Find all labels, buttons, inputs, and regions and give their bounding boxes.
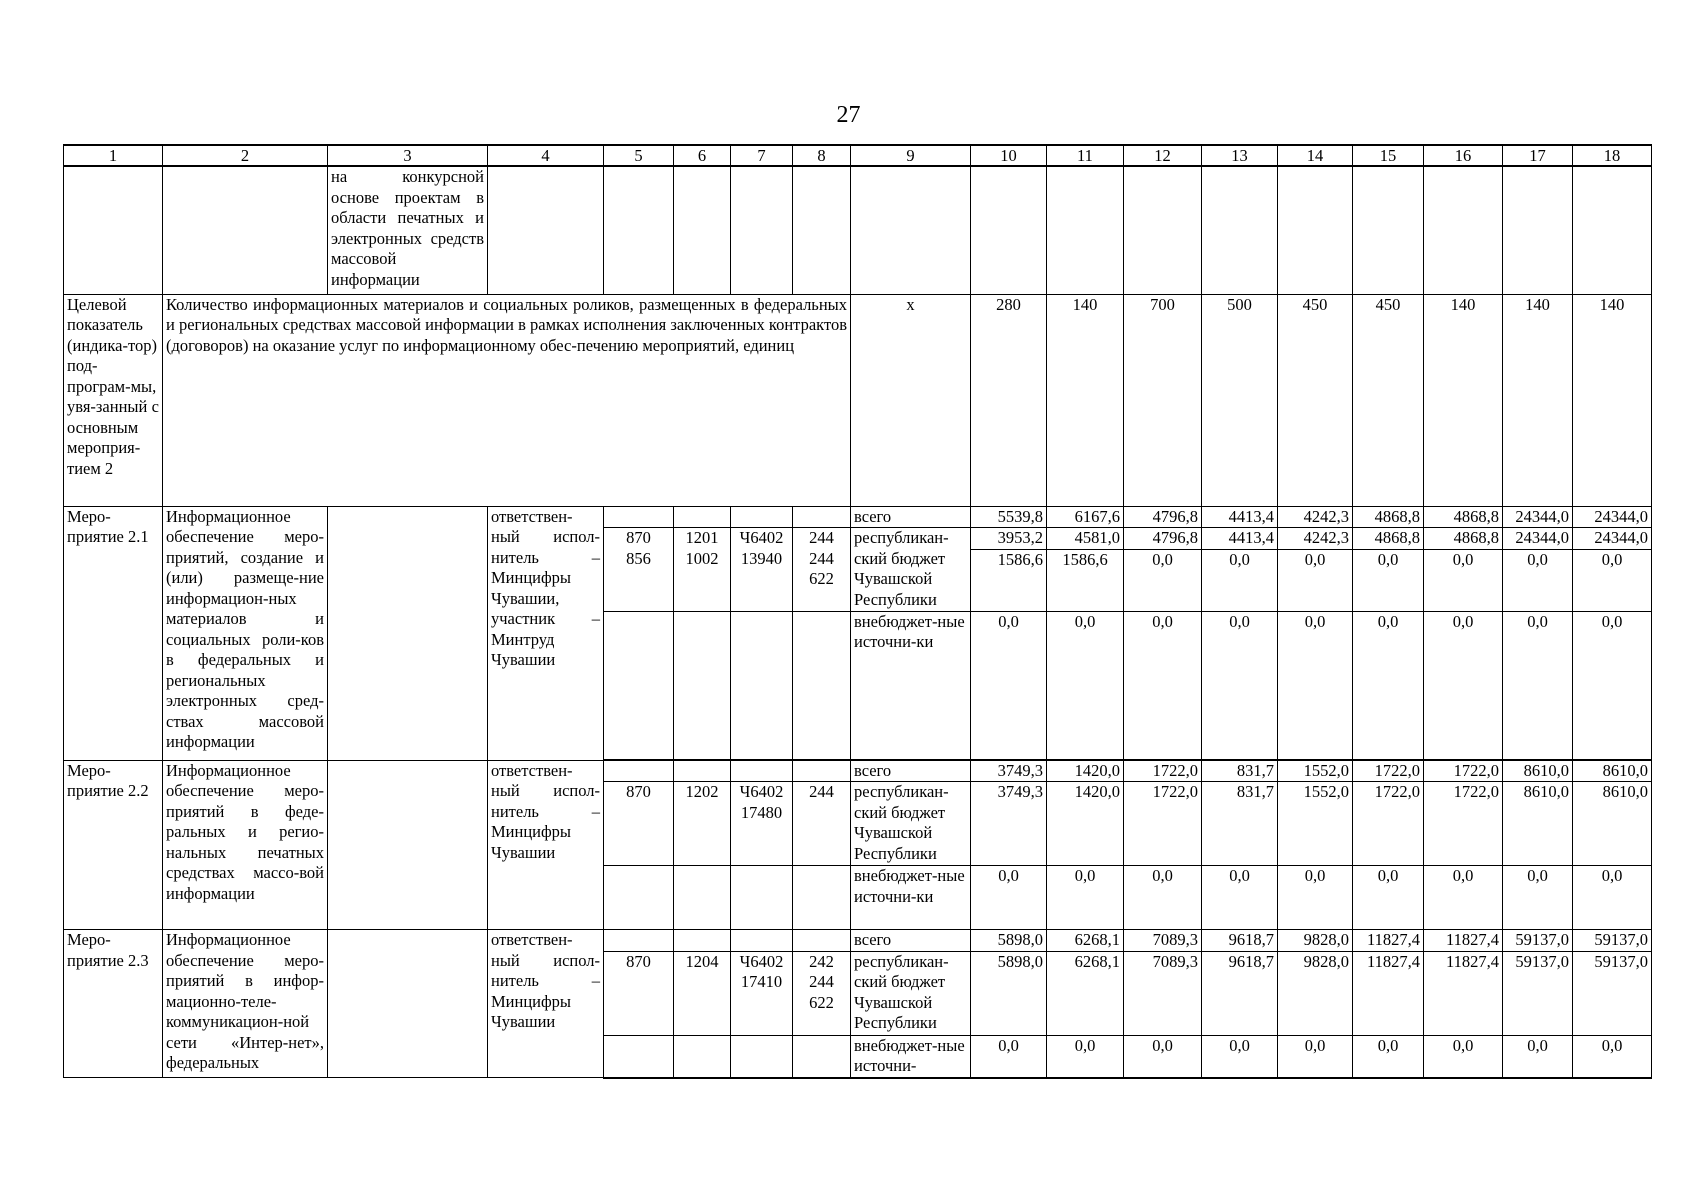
m22-republic-value: 1420,0 bbox=[1047, 782, 1124, 866]
target-value: 140 bbox=[1573, 294, 1652, 506]
column-number-9: 9 bbox=[851, 145, 971, 166]
m21-total-value: 4868,8 bbox=[1353, 506, 1424, 528]
m23-extra-value: 0,0 bbox=[1047, 1035, 1124, 1078]
m22-col5: 870 bbox=[604, 782, 674, 866]
m23-total-value: 9828,0 bbox=[1278, 930, 1353, 952]
m21-source-total: всего bbox=[851, 506, 971, 528]
empty-cell bbox=[674, 760, 731, 782]
empty-cell bbox=[674, 930, 731, 952]
m23-extra-value: 0,0 bbox=[1503, 1035, 1573, 1078]
empty-cell bbox=[604, 760, 674, 782]
m21-republic-value: 4242,3 bbox=[1278, 528, 1353, 550]
m21-republic-value: 4581,0 bbox=[1047, 528, 1124, 550]
m22-total-value: 831,7 bbox=[1202, 760, 1278, 782]
m23-total-row bbox=[64, 930, 1652, 952]
m23-total-value: 11827,4 bbox=[1424, 930, 1503, 952]
m22-total-value: 8610,0 bbox=[1503, 760, 1573, 782]
m21-total-value: 4413,4 bbox=[1202, 506, 1278, 528]
target-value: 140 bbox=[1424, 294, 1503, 506]
m21-extra-value: 0,0 bbox=[1278, 611, 1353, 759]
column-number-6: 6 bbox=[674, 145, 731, 166]
column-number-2: 2 bbox=[163, 145, 328, 166]
target-value: 700 bbox=[1124, 294, 1202, 506]
empty-cell bbox=[1047, 166, 1124, 294]
m22-col7: Ч6402 17480 bbox=[731, 782, 793, 866]
target-value: 140 bbox=[1503, 294, 1573, 506]
m22-source-republic: республикан-ский бюджет Чувашской Республики bbox=[851, 782, 971, 866]
target-value: 140 bbox=[1047, 294, 1124, 506]
empty-cell bbox=[793, 611, 851, 759]
m22-extra-value: 0,0 bbox=[1047, 866, 1124, 930]
m22-total-value: 1722,0 bbox=[1124, 760, 1202, 782]
m23-total-value: 59137,0 bbox=[1503, 930, 1573, 952]
empty-cell bbox=[674, 611, 731, 759]
m21-republic-value: 3953,2 bbox=[971, 528, 1047, 550]
empty-cell bbox=[1353, 166, 1424, 294]
m22-extra-value: 0,0 bbox=[971, 866, 1047, 930]
column-number-11: 11 bbox=[1047, 145, 1124, 166]
m21-source-republic: республикан-ский бюджет Чувашской Республики bbox=[851, 528, 971, 612]
m21-republic-value: 4868,8 bbox=[1353, 528, 1424, 550]
column-number-14: 14 bbox=[1278, 145, 1353, 166]
header-row bbox=[64, 145, 1652, 166]
empty-cell bbox=[1503, 166, 1573, 294]
m21-extra-value: 0,0 bbox=[971, 611, 1047, 759]
m23-extra-value: 0,0 bbox=[1202, 1035, 1278, 1078]
m23-extra-value: 0,0 bbox=[971, 1035, 1047, 1078]
m21-republic-value: 0,0 bbox=[1424, 549, 1503, 611]
m22-total-value: 8610,0 bbox=[1573, 760, 1652, 782]
cont-cell-1 bbox=[64, 166, 163, 294]
m22-extra-value: 0,0 bbox=[1353, 866, 1424, 930]
column-number-5: 5 bbox=[604, 145, 674, 166]
m21-republic-value: 0,0 bbox=[1503, 549, 1573, 611]
empty-cell bbox=[674, 506, 731, 528]
empty-cell bbox=[604, 611, 674, 759]
empty-cell bbox=[674, 866, 731, 930]
m21-col5: 870 856 bbox=[604, 528, 674, 612]
column-number-16: 16 bbox=[1424, 145, 1503, 166]
m23-republic-value: 9618,7 bbox=[1202, 951, 1278, 1035]
column-number-10: 10 bbox=[971, 145, 1047, 166]
m21-republic-value: 0,0 bbox=[1124, 549, 1202, 611]
m23-total-value: 9618,7 bbox=[1202, 930, 1278, 952]
column-number-4: 4 bbox=[488, 145, 604, 166]
m23-col5: 870 bbox=[604, 951, 674, 1035]
m22-extra-value: 0,0 bbox=[1573, 866, 1652, 930]
column-number-1: 1 bbox=[64, 145, 163, 166]
m22-republic-value: 831,7 bbox=[1202, 782, 1278, 866]
m23-total-value: 11827,4 bbox=[1353, 930, 1424, 952]
m21-executor: ответствен-ный испол-нитель – Минцифры Чувашии, участник – Минтруд Чувашии bbox=[488, 506, 604, 760]
m21-republic-value: 0,0 bbox=[1353, 549, 1424, 611]
empty-cell bbox=[731, 166, 793, 294]
m22-source-extra: внебюджет-ные источни-ки bbox=[851, 866, 971, 930]
m22-col6: 1202 bbox=[674, 782, 731, 866]
cont-cell-2 bbox=[163, 166, 328, 294]
m23-republic-value: 59137,0 bbox=[1503, 951, 1573, 1035]
m22-total-value: 1722,0 bbox=[1353, 760, 1424, 782]
m22-col8: 244 bbox=[793, 782, 851, 866]
empty-cell bbox=[793, 1035, 851, 1078]
m21-extra-value: 0,0 bbox=[1047, 611, 1124, 759]
target-indicator-row bbox=[64, 294, 1652, 506]
column-number-17: 17 bbox=[1503, 145, 1573, 166]
m21-extra-value: 0,0 bbox=[1573, 611, 1652, 759]
m21-col3 bbox=[328, 506, 488, 760]
m22-total-value: 3749,3 bbox=[971, 760, 1047, 782]
m21-total-value: 24344,0 bbox=[1573, 506, 1652, 528]
empty-cell bbox=[488, 166, 604, 294]
empty-cell bbox=[731, 866, 793, 930]
target-col9: х bbox=[851, 294, 971, 506]
m23-extra-value: 0,0 bbox=[1424, 1035, 1503, 1078]
m21-total-value: 5539,8 bbox=[971, 506, 1047, 528]
m23-col6: 1204 bbox=[674, 951, 731, 1035]
column-number-8: 8 bbox=[793, 145, 851, 166]
m23-source-extra: внебюджет-ные источни- bbox=[851, 1035, 971, 1078]
empty-cell bbox=[1573, 166, 1652, 294]
empty-cell bbox=[793, 930, 851, 952]
m23-extra-value: 0,0 bbox=[1124, 1035, 1202, 1078]
m23-source-republic: республикан-ский бюджет Чувашской Республики bbox=[851, 951, 971, 1035]
column-number-7: 7 bbox=[731, 145, 793, 166]
m21-col8: 244 244 622 bbox=[793, 528, 851, 612]
empty-cell bbox=[731, 506, 793, 528]
column-number-18: 18 bbox=[1573, 145, 1652, 166]
page-number: 27 bbox=[836, 102, 861, 128]
m22-republic-value: 8610,0 bbox=[1503, 782, 1573, 866]
m22-extra-value: 0,0 bbox=[1124, 866, 1202, 930]
m22-republic-value: 3749,3 bbox=[971, 782, 1047, 866]
m23-republic-value: 11827,4 bbox=[1424, 951, 1503, 1035]
m21-republic-value: 4413,4 bbox=[1202, 528, 1278, 550]
m22-republic-value: 1722,0 bbox=[1353, 782, 1424, 866]
m21-total-value: 4242,3 bbox=[1278, 506, 1353, 528]
target-text: Количество информационных материалов и социальных роликов, размещенных в федеральных и региональных средствах массовой информации в рамках исполнения заключенных контрактов (договоров) на оказание услуг по информационному обес-печению мероприятий, единиц bbox=[163, 294, 851, 506]
m21-col7: Ч6402 13940 bbox=[731, 528, 793, 612]
m22-extra-value: 0,0 bbox=[1503, 866, 1573, 930]
empty-cell bbox=[604, 866, 674, 930]
m23-extra-value: 0,0 bbox=[1353, 1035, 1424, 1078]
m23-republic-value: 59137,0 bbox=[1573, 951, 1652, 1035]
m21-extra-value: 0,0 bbox=[1353, 611, 1424, 759]
m23-republic-value: 11827,4 bbox=[1353, 951, 1424, 1035]
m21-republic-value: 4796,8 bbox=[1124, 528, 1202, 550]
m23-extra-value: 0,0 bbox=[1278, 1035, 1353, 1078]
empty-cell bbox=[971, 166, 1047, 294]
target-value: 500 bbox=[1202, 294, 1278, 506]
m23-total-value: 7089,3 bbox=[1124, 930, 1202, 952]
empty-cell bbox=[604, 1035, 674, 1078]
continuation-row bbox=[64, 166, 1652, 294]
empty-cell bbox=[793, 506, 851, 528]
column-number-15: 15 bbox=[1353, 145, 1424, 166]
target-label: Целевой показатель (индика-тор) под-програм-мы, увя-занный с основным мероприя-тием 2 bbox=[64, 294, 163, 506]
empty-cell bbox=[1124, 166, 1202, 294]
m21-total-value: 4796,8 bbox=[1124, 506, 1202, 528]
m23-source-total: всего bbox=[851, 930, 971, 952]
empty-cell bbox=[851, 166, 971, 294]
m22-total-value: 1420,0 bbox=[1047, 760, 1124, 782]
m22-col3 bbox=[328, 760, 488, 930]
empty-cell bbox=[731, 611, 793, 759]
m22-extra-value: 0,0 bbox=[1202, 866, 1278, 930]
column-number-12: 12 bbox=[1124, 145, 1202, 166]
m21-republic-value: 0,0 bbox=[1278, 549, 1353, 611]
m23-col7: Ч6402 17410 bbox=[731, 951, 793, 1035]
empty-cell bbox=[793, 760, 851, 782]
m21-republic-value: 0,0 bbox=[1202, 549, 1278, 611]
m23-executor: ответствен-ный испол-нитель – Минцифры Чувашии bbox=[488, 930, 604, 1078]
m21-col6: 1201 1002 bbox=[674, 528, 731, 612]
m23-republic-value: 7089,3 bbox=[1124, 951, 1202, 1035]
empty-cell bbox=[604, 506, 674, 528]
m21-total-value: 4868,8 bbox=[1424, 506, 1503, 528]
empty-cell bbox=[674, 166, 731, 294]
target-value: 450 bbox=[1353, 294, 1424, 506]
m21-total-value: 6167,6 bbox=[1047, 506, 1124, 528]
m21-republic-value: 1586,6 bbox=[1047, 549, 1124, 611]
empty-cell bbox=[604, 166, 674, 294]
cont-cell-3: на конкурсной основе проектам в области печатных и электронных средств массовой информации bbox=[328, 166, 488, 294]
m21-total-value: 24344,0 bbox=[1503, 506, 1573, 528]
m22-republic-value: 1722,0 bbox=[1424, 782, 1503, 866]
target-value: 280 bbox=[971, 294, 1047, 506]
empty-cell bbox=[1202, 166, 1278, 294]
m23-republic-value: 5898,0 bbox=[971, 951, 1047, 1035]
m22-total-value: 1722,0 bbox=[1424, 760, 1503, 782]
m22-executor: ответствен-ный испол-нитель – Минцифры Чувашии bbox=[488, 760, 604, 930]
m22-republic-value: 1552,0 bbox=[1278, 782, 1353, 866]
m22-republic-value: 1722,0 bbox=[1124, 782, 1202, 866]
column-number-3: 3 bbox=[328, 145, 488, 166]
m23-col3 bbox=[328, 930, 488, 1078]
m22-republic-value: 8610,0 bbox=[1573, 782, 1652, 866]
empty-cell bbox=[793, 166, 851, 294]
m22-number: Меро-приятие 2.2 bbox=[64, 760, 163, 930]
empty-cell bbox=[793, 866, 851, 930]
m21-extra-value: 0,0 bbox=[1503, 611, 1573, 759]
m23-republic-value: 9828,0 bbox=[1278, 951, 1353, 1035]
m23-total-value: 6268,1 bbox=[1047, 930, 1124, 952]
m22-name: Информационное обеспечение меро-приятий в феде-ральных и регио-нальных печатных средствах массо-вой информации bbox=[163, 760, 328, 930]
m21-number: Меро-приятие 2.1 bbox=[64, 506, 163, 760]
m22-extra-value: 0,0 bbox=[1424, 866, 1503, 930]
m23-republic-value: 6268,1 bbox=[1047, 951, 1124, 1035]
m21-total-row bbox=[64, 506, 1652, 528]
m23-extra-value: 0,0 bbox=[1573, 1035, 1652, 1078]
empty-cell bbox=[1278, 166, 1353, 294]
empty-cell bbox=[731, 1035, 793, 1078]
m22-extra-value: 0,0 bbox=[1278, 866, 1353, 930]
m22-total-row bbox=[64, 760, 1652, 782]
m22-total-value: 1552,0 bbox=[1278, 760, 1353, 782]
m21-name: Информационное обеспечение меро-приятий, создание и (или) размеще-ние информацион-ных материалов и социальных роли-ков в федеральных и региональных электронных сред-ствах массовой информации bbox=[163, 506, 328, 760]
m21-republic-value: 4868,8 bbox=[1424, 528, 1503, 550]
budget-table bbox=[63, 144, 1652, 1079]
m21-republic-value: 1586,6 bbox=[971, 549, 1047, 611]
empty-cell bbox=[1424, 166, 1503, 294]
m23-number: Меро-приятие 2.3 bbox=[64, 930, 163, 1078]
m21-extra-value: 0,0 bbox=[1124, 611, 1202, 759]
column-number-13: 13 bbox=[1202, 145, 1278, 166]
m21-republic-value: 24344,0 bbox=[1573, 528, 1652, 550]
empty-cell bbox=[731, 760, 793, 782]
m21-source-extra: внебюджет-ные источни-ки bbox=[851, 611, 971, 759]
m22-source-total: всего bbox=[851, 760, 971, 782]
empty-cell bbox=[604, 930, 674, 952]
m23-name: Информационное обеспечение меро-приятий в инфор-мационно-теле-коммуникацион-ной сети «Интер-нет», федеральных bbox=[163, 930, 328, 1078]
m23-col8: 242 244 622 bbox=[793, 951, 851, 1035]
m21-republic-value: 0,0 bbox=[1573, 549, 1652, 611]
empty-cell bbox=[731, 930, 793, 952]
target-value: 450 bbox=[1278, 294, 1353, 506]
m21-extra-value: 0,0 bbox=[1424, 611, 1503, 759]
empty-cell bbox=[674, 1035, 731, 1078]
m23-total-value: 59137,0 bbox=[1573, 930, 1652, 952]
m21-republic-value: 24344,0 bbox=[1503, 528, 1573, 550]
m23-total-value: 5898,0 bbox=[971, 930, 1047, 952]
m21-extra-value: 0,0 bbox=[1202, 611, 1278, 759]
